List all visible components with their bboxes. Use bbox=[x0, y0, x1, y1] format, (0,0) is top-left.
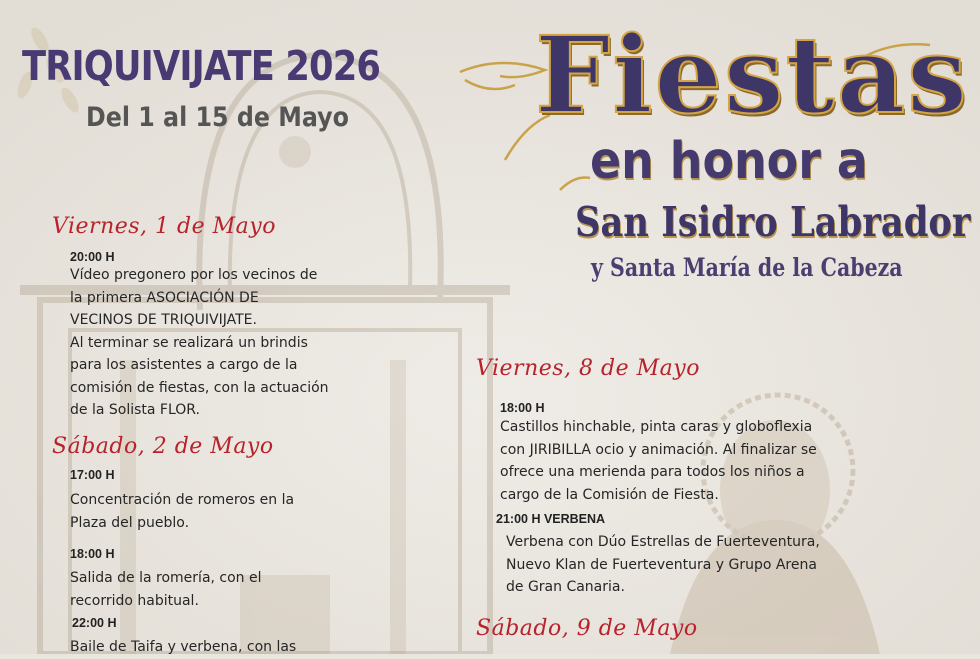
event-description bbox=[506, 531, 820, 599]
description-line: Plaza del pueblo. bbox=[70, 514, 190, 531]
description-line: Salida de la romería, con el bbox=[70, 570, 262, 586]
event-time: 17:00 H bbox=[70, 468, 115, 482]
description-line: Verbena con Dúo Estrellas de Fuerteventura, bbox=[506, 534, 820, 550]
day-heading-viernes-8: Viernes, 8 de Mayo bbox=[476, 356, 700, 381]
event-time: 20:00 H bbox=[70, 250, 115, 264]
event-title: TRIQUIVIJATE 2026 bbox=[22, 42, 381, 90]
description-line: recorrido habitual. bbox=[70, 592, 199, 609]
description-line: Nuevo Klan de Fuerteventura y Grupo Arena bbox=[506, 556, 817, 573]
description-line: VECINOS DE TRIQUIVIJATE. bbox=[70, 312, 257, 328]
day-heading-sabado-9: Sábado, 9 de Mayo bbox=[476, 616, 698, 641]
event-time: 18:00 H bbox=[70, 547, 115, 561]
event-description bbox=[500, 416, 817, 506]
day-heading-sabado-2: Sábado, 2 de Mayo bbox=[52, 434, 274, 459]
event-description bbox=[70, 636, 296, 659]
description-line: para los asistentes a cargo de la bbox=[70, 357, 298, 373]
description-line: la primera ASOCIACIÓN DE bbox=[70, 289, 259, 306]
event-description bbox=[70, 264, 329, 422]
description-line: Concentración de romeros en la bbox=[70, 492, 295, 508]
description-line: de Gran Canaria. bbox=[506, 579, 625, 595]
event-description bbox=[70, 489, 294, 534]
event-dates: Del 1 al 15 de Mayo bbox=[86, 102, 349, 133]
event-time: 22:00 H bbox=[72, 616, 117, 630]
description-line: de la Solista FLOR. bbox=[70, 402, 200, 418]
saint-name: San Isidro Labrador bbox=[575, 198, 971, 246]
description-line: con JIRIBILLA ocio y animación. Al finalizar se bbox=[500, 441, 817, 458]
description-line: ofrece una merienda para todos los niños a bbox=[500, 464, 805, 480]
description-line: cargo de la Comisión de Fiesta. bbox=[500, 486, 719, 503]
description-line: Al terminar se realizará un brindis bbox=[70, 334, 308, 351]
day-heading-viernes-1: Viernes, 1 de Mayo bbox=[52, 214, 276, 239]
event-description bbox=[70, 567, 262, 612]
description-line: comisión de fiestas, con la actuación bbox=[70, 379, 329, 396]
description-line: Baile de Taifa y verbena, con las bbox=[70, 639, 297, 655]
event-time: 21:00 H VERBENA bbox=[496, 512, 606, 526]
description-line: Vídeo pregonero por los vecinos de bbox=[70, 267, 318, 283]
en-honor-heading: en honor a bbox=[590, 132, 868, 191]
event-time: 18:00 H bbox=[500, 401, 545, 415]
description-line: Castillos hinchable, pinta caras y globoflexia bbox=[500, 419, 813, 435]
santa-name: y Santa María de la Cabeza bbox=[591, 253, 903, 282]
fiestas-heading: Fiestas bbox=[535, 12, 969, 137]
